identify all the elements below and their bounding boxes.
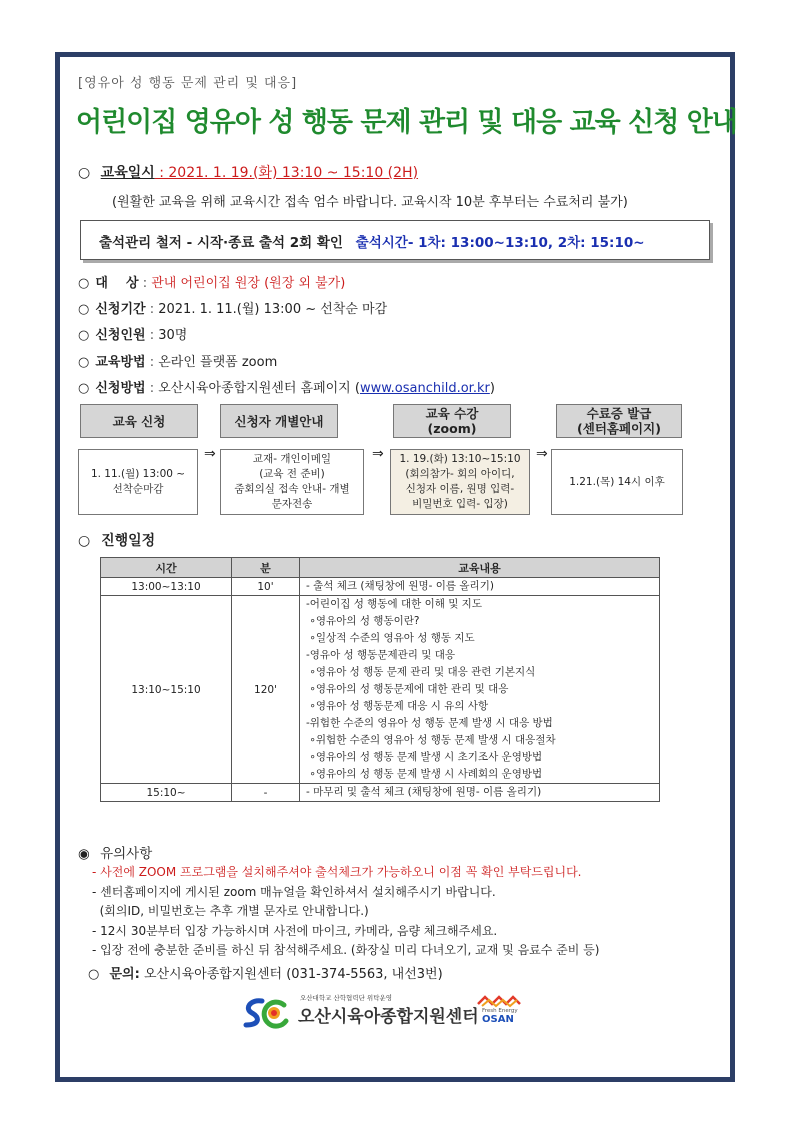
note-item: - 센터홈페이지에 게시된 zoom 매뉴얼을 확인하셔서 설치해주시기 바랍니다.: [92, 884, 496, 899]
notes-heading: [78, 842, 152, 862]
flow-arrow-icon: ⇒: [204, 446, 216, 462]
content-line: ∘영유아의 성 행동이란?: [306, 615, 420, 627]
info-tail: ): [489, 381, 495, 396]
bullet: ○: [88, 967, 100, 982]
flow-arrow-icon: ⇒: [536, 446, 548, 462]
attendance-box: [80, 220, 710, 260]
info-value: 온라인 플랫폼 zoom: [158, 355, 278, 370]
content-line: ∘영유아 성 행동 문제 관리 및 대응 관련 기본지식: [306, 666, 536, 678]
content-line: ∘일상적 수준의 영유아 성 행동 지도: [306, 632, 475, 644]
page-subtitle: [영유아 성 행동 문제 관리 및 대응]: [78, 76, 298, 91]
info-label: 신청방법: [95, 381, 146, 396]
table-row: [101, 596, 660, 784]
contact-label: 문의:: [109, 967, 140, 982]
row-content: [300, 578, 660, 596]
info-value: 오산시육아종합지원센터 홈페이지 (: [158, 381, 360, 396]
info-label: 교육방법: [95, 355, 146, 370]
progress-heading: [78, 530, 155, 550]
info-capacity: [78, 324, 187, 343]
info-value: 2021. 1. 11.(월) 13:00 ~ 선착순 마감: [158, 302, 388, 317]
attendance-text: 출석관리 철저 - 시작·종료 출석 2회 확인: [99, 235, 343, 251]
row-minutes: 120': [232, 596, 300, 784]
bullet: ○: [78, 355, 90, 370]
logo-name: 오산시육아종합지원센터: [298, 1007, 479, 1027]
content-line: ∘영유아 성 행동문제 대응 시 유의 사항: [306, 700, 489, 712]
note-item: - 사전에 ZOOM 프로그램을 설치해주셔야 출석체크가 가능하오니 이점 꼭 확인 부탁드립니다.: [92, 865, 582, 879]
contact-line: [88, 963, 443, 982]
header-time: 시간: [101, 558, 232, 578]
bullet: ○: [78, 381, 90, 396]
flow-step-title: 교육 신청: [80, 404, 198, 438]
flow-step-detail: 1. 19.(화) 13:10~15:10 (회의참가- 회의 아이디, 신청자 이름, 원명 입력- 비밀번호 입력- 입장): [390, 449, 530, 515]
center-logo-icon: [240, 995, 300, 1031]
info-value: 관내 어린이집 원장 (원장 외 불가): [151, 276, 346, 291]
schedule-value: : 2021. 1. 19.(화) 13:10 ~ 15:10 (2H): [154, 165, 419, 181]
info-separator: :: [145, 381, 159, 396]
header-min: 분: [232, 558, 300, 578]
header-content: 교육내용: [300, 558, 660, 578]
content-line: ∘영유아의 성 행동문제에 대한 관리 및 대응: [306, 683, 509, 695]
schedule-note: (원활한 교육을 위해 교육시간 접속 엄수 바랍니다. 교육시작 10분 후부터는 수료처리 불가): [112, 195, 628, 210]
flow-step-title: 교육 수강 (zoom): [393, 404, 511, 438]
flow-step-detail: 교재- 개인이메일 (교육 전 준비) 줌회의실 접속 안내- 개별 문자전송: [220, 449, 364, 515]
notes-title: 유의사항: [100, 846, 153, 862]
flow-step-title: 신청자 개별안내: [220, 404, 338, 438]
bullet: ○: [78, 533, 91, 549]
osan-text: OSAN: [482, 1014, 514, 1025]
table-row: [101, 784, 660, 802]
flow-step-detail: 1. 11.(월) 13:00 ~ 선착순마감: [78, 449, 198, 515]
flow-arrow-icon: ⇒: [372, 446, 384, 462]
content-line: -영유아 성 행동문제관리 및 대응: [306, 649, 455, 661]
row-content: [300, 784, 660, 802]
table-row: [101, 578, 660, 596]
content-line: - 마무리 및 출석 체크 (채팅창에 원명- 이름 올리기): [306, 786, 542, 798]
note-item: (회의ID, 비밀번호는 추후 개별 문자로 안내합니다.): [92, 904, 369, 918]
flow-step-title: 수료증 발급 (센터홈페이지): [556, 404, 682, 438]
note-item: - 입장 전에 충분한 준비를 하신 뒤 참석해주세요. (화장실 미리 다녀오기, 교재 및 음료수 준비 등): [92, 943, 600, 957]
content-line: ∘위험한 수준의 영유아 성 행동 문제 발생 시 대응절차: [306, 734, 556, 746]
row-time: 15:10~: [101, 784, 232, 802]
logo-small-text: 오산대학교 산학협력단 위탁운영: [300, 994, 393, 1002]
info-separator: :: [145, 302, 159, 317]
info-separator: :: [138, 276, 152, 291]
content-line: ∘영유아의 성 행동 문제 발생 시 사례회의 운영방법: [306, 768, 543, 780]
osan-wave-icon: [476, 994, 526, 1008]
content-line: -어린이집 성 행동에 대한 이해 및 지도: [306, 598, 482, 610]
info-label: 대 상: [95, 276, 139, 291]
row-content: [300, 596, 660, 784]
table-header-row: [101, 558, 660, 578]
bullet: ◉: [78, 846, 90, 862]
info-separator: :: [145, 355, 159, 370]
info-target: [78, 272, 345, 291]
content-line: ∘영유아의 성 행동 문제 발생 시 초기조사 운영방법: [306, 751, 543, 763]
row-minutes: 10': [232, 578, 300, 596]
info-period: [78, 298, 387, 317]
row-time: 13:00~13:10: [101, 578, 232, 596]
bullet: ○: [78, 302, 90, 317]
schedule-line: [78, 162, 418, 182]
info-separator: :: [145, 328, 159, 343]
content-line: -위험한 수준의 영유아 성 행동 문제 발생 시 대응 방법: [306, 717, 553, 729]
progress-table: [100, 557, 660, 802]
attendance-times: 출석시간- 1차: 13:00~13:10, 2차: 15:10~: [355, 235, 645, 251]
row-minutes: -: [232, 784, 300, 802]
info-label: 신청인원: [95, 328, 146, 343]
row-time: 13:10~15:10: [101, 596, 232, 784]
flow-step-detail: 1.21.(목) 14시 이후: [551, 449, 683, 515]
info-value: 30명: [158, 328, 188, 343]
info-label: 신청기간: [95, 302, 146, 317]
homepage-link[interactable]: www.osanchild.or.kr: [359, 381, 490, 396]
bullet: ○: [78, 276, 90, 291]
content-line: - 출석 체크 (채팅창에 원명- 이름 올리기): [306, 580, 494, 592]
bullet: ○: [78, 328, 90, 343]
progress-title: 진행일정: [101, 533, 156, 549]
osan-small: Fresh Energy: [482, 1008, 518, 1014]
info-method: [78, 351, 277, 370]
page-title: 어린이집 영유아 성 행동 문제 관리 및 대응 교육 신청 안내: [76, 107, 737, 138]
note-item: - 12시 30분부터 입장 가능하시며 사전에 마이크, 카메라, 음량 체크해주세요.: [92, 923, 498, 938]
schedule-label: 교육일시: [100, 165, 155, 181]
info-apply: [78, 377, 495, 396]
contact-value: 오산시육아종합지원센터 (031-374-5563, 내선3번): [139, 967, 443, 982]
bullet: ○: [78, 165, 91, 181]
